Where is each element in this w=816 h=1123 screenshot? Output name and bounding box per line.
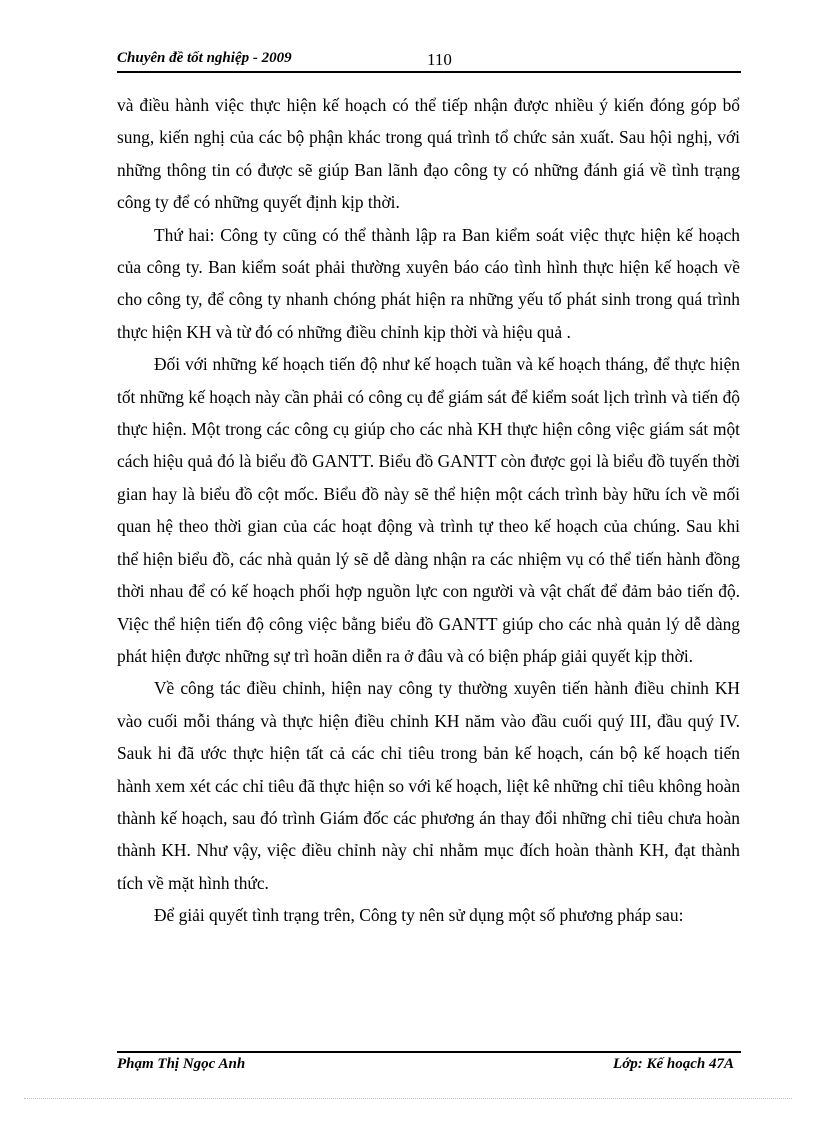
paragraph-adjustment: Về công tác điều chỉnh, hiện nay công ty thường xuyên tiến hành điều chỉnh KH vào cuối mỗi tháng và thực hiện điều chỉnh KH năm vào đầu cuối quý III, đầu quý IV. Sauk hi đã ước thực hiện tất cả các chỉ tiêu trong bản kế hoạch, cán bộ kế hoạch tiến hành xem xét các chỉ tiêu đã thực hiện so với kế hoạch, liệt kê những chỉ tiêu không hoàn thành kế hoạch, sau đó trình Giám đốc các phương án thay đổi những chỉ tiêu chưa hoàn thành KH. Như vậy, việc điều chỉnh này chỉ nhằm mục đích hoàn thành KH, đạt thành tích về mặt hình thức. bbox=[117, 678, 741, 893]
paragraph-solution: Để giải quyết tình trạng trên, Công ty nên sử dụng một số phương pháp sau: bbox=[154, 905, 684, 926]
page-break-line bbox=[24, 1098, 792, 1099]
paragraph-continued: và điều hành việc thực hiện kế hoạch có thể tiếp nhận được nhiều ý kiến đóng góp bổ sung, kiến nghị của các bộ phận khác trong quá trình tổ chức sản xuất. Sau hội nghị, với những thông tin có được sẽ giúp Ban lãnh đạo công ty có những đánh giá về tình trạng công ty để có những quyết định kịp thời. bbox=[117, 95, 740, 213]
page-number: 110 bbox=[427, 50, 452, 69]
body-text bbox=[117, 89, 740, 932]
paragraph-gantt: Đối với những kế hoạch tiến độ như kế hoạch tuần và kế hoạch tháng, để thực hiện tốt những kế hoạch này cần phải có công cụ để giám sát để kiểm soát lịch trình và tiến độ thực hiện. Một trong các công cụ giúp cho các nhà KH thực hiện công việc giám sát một cách hiệu quả đó là biểu đồ GANTT. Biểu đồ GANTT còn được gọi là biểu đồ tuyến thời gian hay là biểu đồ cột mốc. Biểu đồ này sẽ thể hiện một cách trình bày hữu ích về mối quan hệ theo thời gian của các hoạt động và trình tự theo kế hoạch của chúng. Sau khi thể hiện biểu đồ, các nhà quản lý sẽ dễ dàng nhận ra các nhiệm vụ có thể tiến hành đồng thời nhau để có kế hoạch phối hợp nguồn lực con người và vật chất để đảm bảo tiến độ. Việc thể hiện tiến độ công việc bằng biểu đồ GANTT giúp cho các nhà quản lý dễ dàng phát hiện được những sự trì hoãn diễn ra ở đâu và có biện pháp giải quyết kịp thời. bbox=[117, 354, 740, 666]
footer-author: Phạm Thị Ngọc Anh bbox=[117, 1056, 246, 1072]
footer-rule bbox=[117, 1051, 741, 1053]
paragraph-second: Thứ hai: Công ty cũng có thể thành lập ra Ban kiểm soát việc thực hiện kế hoạch của công ty. Ban kiểm soát phải thường xuyên báo cáo tình hình thực hiện kế hoạch về cho công ty, để công ty nhanh chóng phát hiện ra những yếu tố phát sinh trong quá trình thực hiện KH và từ đó có những điều chỉnh kịp thời và hiệu quả . bbox=[117, 224, 740, 342]
header-title: Chuyên đề tốt nghiệp - 2009 bbox=[117, 50, 292, 66]
header-rule bbox=[117, 71, 741, 73]
footer-class: Lớp: Kế hoạch 47A bbox=[613, 1056, 734, 1072]
page-header bbox=[117, 48, 741, 72]
